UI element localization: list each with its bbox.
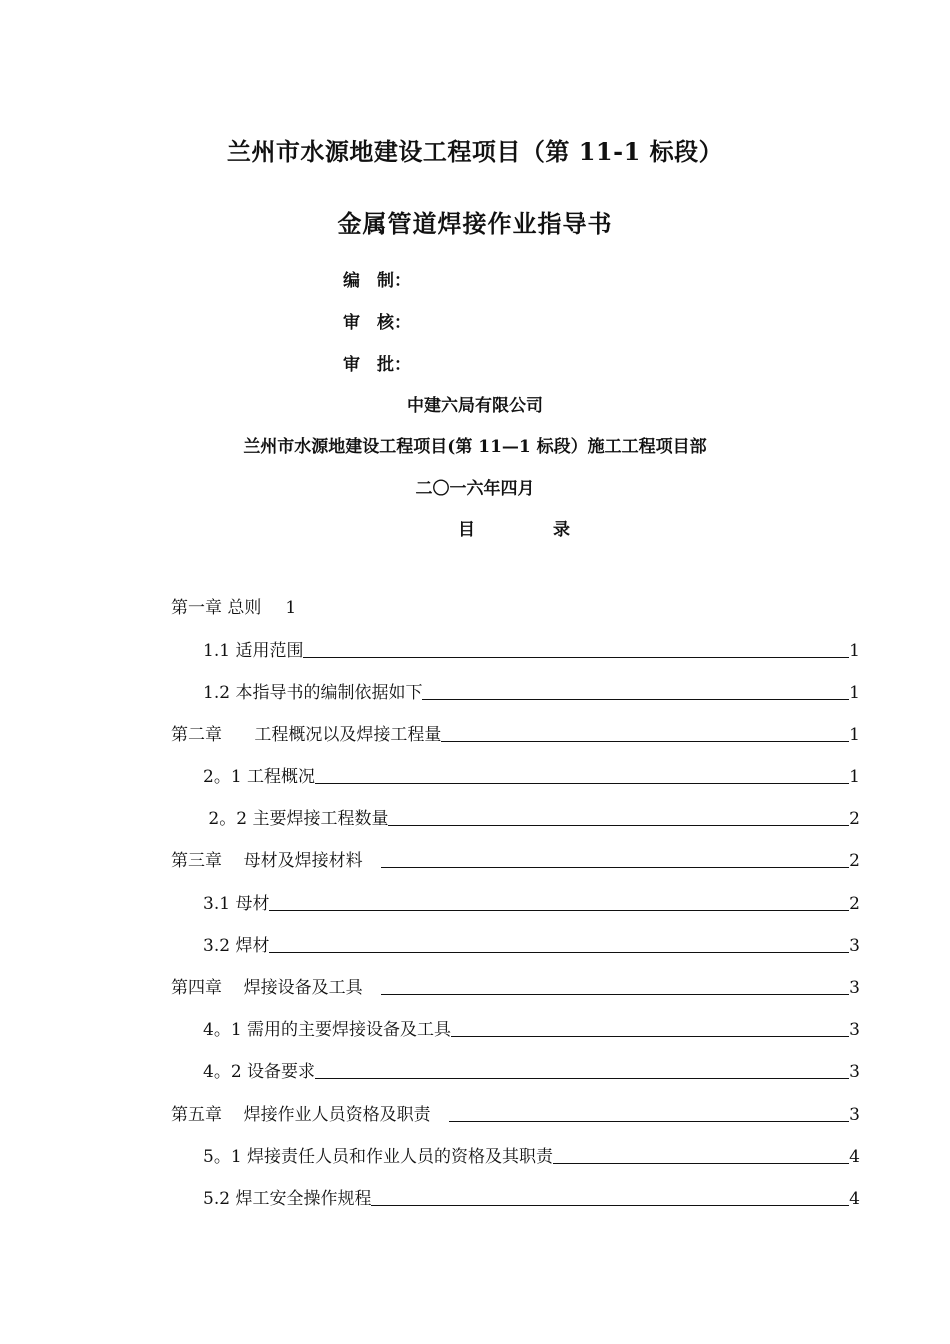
signature-approve-label: 审 批：: [343, 355, 411, 375]
toc-entry-page: 1: [849, 683, 860, 703]
toc-entry-text: 1.1 适用范围: [203, 641, 304, 661]
toc-entry-text: 第二章 工程概况以及焊接工程量: [171, 725, 442, 745]
toc-entry-text: 第五章 焊接作业人员资格及职责: [171, 1105, 431, 1125]
toc-entry[interactable]: [203, 1186, 860, 1210]
toc-entry-page: 3: [849, 978, 860, 998]
document-title-main: 金属管道焊接作业指导书: [337, 209, 613, 238]
toc-entry-page: 1: [849, 767, 860, 787]
toc-leader-line: [303, 656, 849, 658]
toc-entry-page: 3: [849, 1062, 860, 1082]
toc-leader-line: [381, 866, 850, 868]
toc-entry[interactable]: [171, 722, 860, 746]
toc-entry-page: 4: [849, 1147, 860, 1167]
toc-entry-chapter1[interactable]: [171, 597, 296, 619]
toc-entry[interactable]: [203, 680, 860, 704]
toc-entry[interactable]: [203, 1017, 860, 1041]
toc-entry[interactable]: [203, 764, 860, 788]
toc-leader-line: [451, 1035, 849, 1037]
toc-entry-text: 第四章 焊接设备及工具: [171, 978, 363, 998]
toc-leader-line: [553, 1162, 849, 1164]
document-title-project: 兰州市水源地建设工程项目（第 11-1 标段）: [226, 137, 724, 166]
toc-entry[interactable]: [203, 1144, 860, 1168]
toc-entry-text: 5。1 焊接责任人员和作业人员的资格及其职责: [203, 1147, 554, 1167]
toc-entry-text: 4。2 设备要求: [203, 1062, 316, 1082]
toc-entry-text: 2。1 工程概况: [203, 767, 316, 787]
toc-entry-text: 第一章 总则: [171, 598, 262, 618]
toc-heading-part2: 录: [553, 520, 570, 540]
toc-entry[interactable]: [203, 638, 860, 662]
toc-entry-page: 3: [849, 936, 860, 956]
document-date: 二〇一六年四月: [415, 479, 535, 499]
toc-entry[interactable]: [203, 806, 860, 830]
toc-entry-text: 1.2 本指导书的编制依据如下: [203, 683, 423, 703]
toc-entry-page: 2: [849, 851, 860, 871]
toc-leader-line: [269, 951, 849, 953]
toc-entry-page: 1: [849, 641, 860, 661]
project-department: 兰州市水源地建设工程项目(第 11—1 标段）施工工程项目部: [243, 437, 707, 457]
signature-review-label: 审 核：: [343, 313, 411, 333]
toc-heading-part1: 目: [458, 520, 475, 540]
company-name: 中建六局有限公司: [407, 396, 543, 416]
toc-leader-line: [449, 1120, 850, 1122]
toc-leader-line: [381, 993, 850, 995]
toc-entry[interactable]: [171, 848, 860, 872]
toc-leader-line: [315, 782, 849, 784]
toc-entry-text: 5.2 焊工安全操作规程: [203, 1189, 372, 1209]
toc-entry-page: 3: [849, 1020, 860, 1040]
toc-entry-page: 2: [849, 894, 860, 914]
toc-entry-text: 第三章 母材及焊接材料: [171, 851, 363, 871]
toc-leader-line: [269, 909, 849, 911]
toc-leader-line: [371, 1204, 849, 1206]
toc-entry-page: 3: [849, 1105, 860, 1125]
toc-entry[interactable]: [203, 891, 860, 915]
toc-leader-line: [315, 1077, 849, 1079]
toc-entry-text: 2。2 主要焊接工程数量: [203, 809, 389, 829]
toc-entry[interactable]: [203, 933, 860, 957]
toc-leader-line: [441, 740, 849, 742]
toc-entry-text: 3.1 母材: [203, 894, 270, 914]
toc-leader-line: [422, 698, 849, 700]
toc-leader-line: [388, 824, 849, 826]
toc-entry-page: 4: [849, 1189, 860, 1209]
toc-entry[interactable]: [171, 1102, 860, 1126]
toc-entry-page: 1: [285, 598, 297, 618]
toc-entry[interactable]: [171, 975, 860, 999]
toc-entry-page: 1: [849, 725, 860, 745]
toc-entry-page: 2: [849, 809, 860, 829]
toc-entry-text: 4。1 需用的主要焊接设备及工具: [203, 1020, 452, 1040]
signature-compile-label: 编 制：: [343, 271, 411, 291]
toc-entry[interactable]: [203, 1059, 860, 1083]
toc-entry-text: 3.2 焊材: [203, 936, 270, 956]
